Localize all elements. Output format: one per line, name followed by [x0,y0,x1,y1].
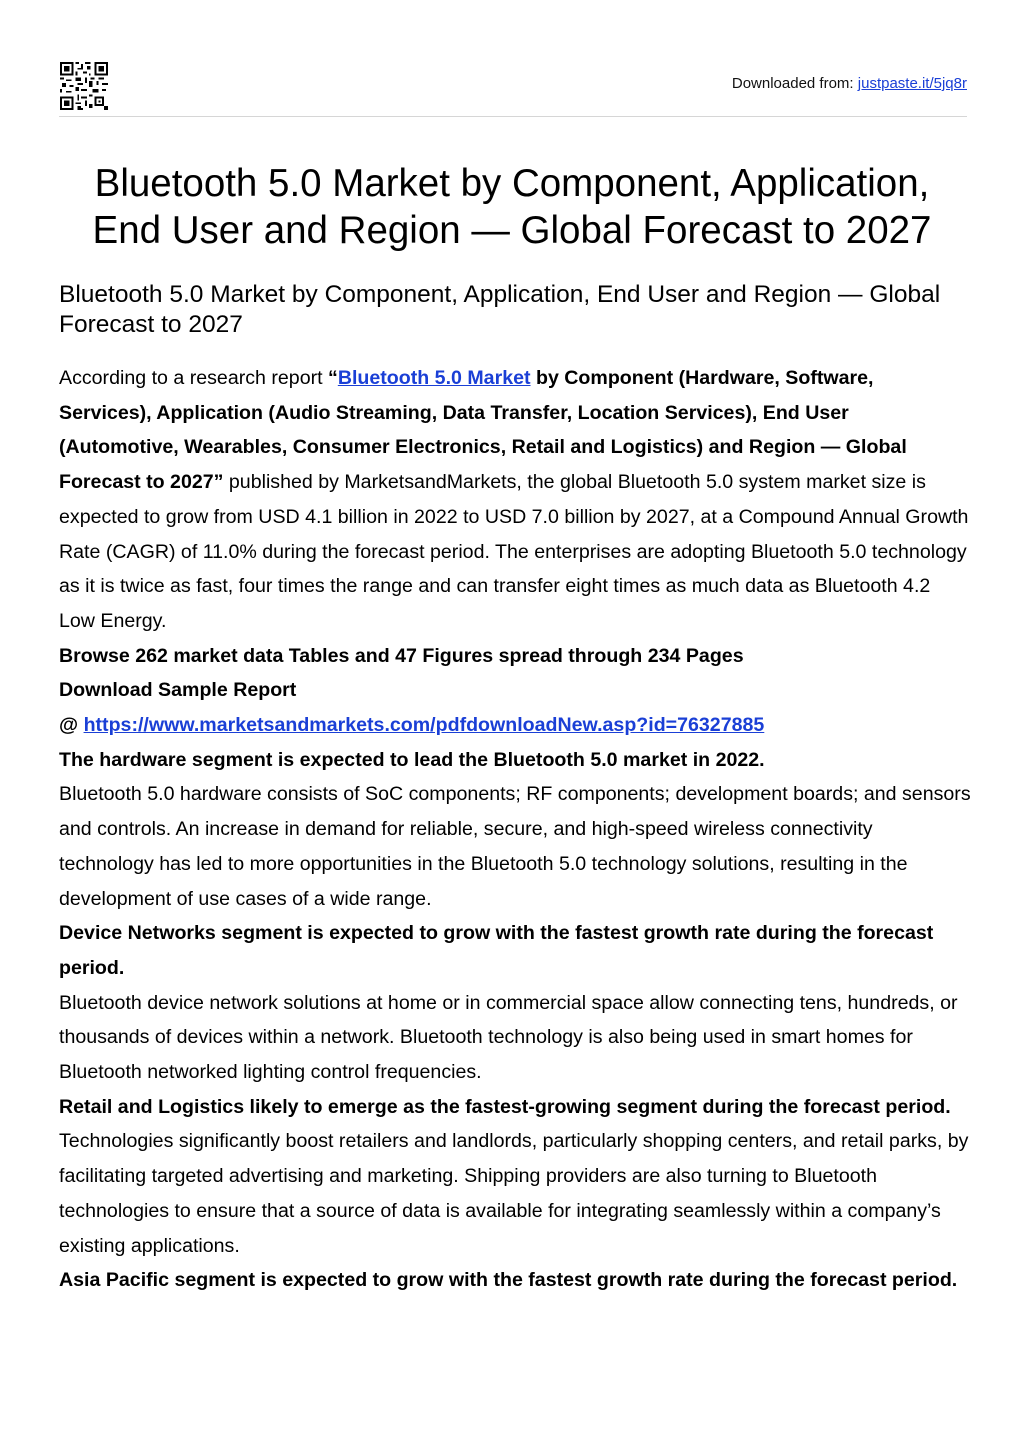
sample-link-line [59,708,971,743]
intro-lead: According to a research report [59,367,329,389]
section-heading-device-networks: Device Networks segment is expected to grow with the fastest growth rate during the forecast period. [59,922,934,979]
source-link[interactable]: justpaste.it/5jq8r [857,75,967,92]
section-body-device-networks: Bluetooth device network solutions at home or in commercial space allow connecting tens, hundreds, or thousands of devices within a network. Bluetooth technology is also being used in smart homes for Bluetooth networked lighting control frequencies. [59,991,958,1084]
browse-line: Browse 262 market data Tables and 47 Figures spread through 234 Pages [59,644,744,667]
section-heading-retail-logistics: Retail and Logistics likely to emerge as the fastest-growing segment during the forecast period. [59,1095,951,1118]
article-body [59,361,971,1298]
section-body-hardware: Bluetooth 5.0 hardware consists of SoC components; RF components; development boards; and sensors and controls. An increase in demand for reliable, secure, and high-speed wireless connectivity technology has led to more opportunities in the Bluetooth 5.0 technology solutions, resulting in the development of use cases of a wide range. [59,783,971,910]
market-report-link[interactable]: Bluetooth 5.0 Market [337,367,531,389]
downloaded-from-label: Downloaded from: [731,75,858,92]
intro-paragraph [59,361,971,639]
section-body-retail-logistics: Technologies significantly boost retailers and landlords, particularly shopping centers, and retail parks, by facilitating targeted advertising and marketing. Shipping providers are also turning to Bluetooth technologies to ensure that a source of data is available for integrating seamlessly within a company’s existing applications. [59,1130,969,1257]
section-heading-asia-pacific: Asia Pacific segment is expected to grow with the fastest growth rate during the forecast period. [59,1269,958,1292]
header-divider [59,116,967,117]
page-title: Bluetooth 5.0 Market by Component, Application, End User and Region — Global Forecast to 2027 [92,162,932,252]
quote-open: “ [328,367,338,389]
qr-code [60,62,108,110]
section-heading-hardware: The hardware segment is expected to lead the Bluetooth 5.0 market in 2022. [59,748,765,771]
report-title-rest: by Component (Hardware, Software, Services), Application (Audio Streaming, Data Transfer, Location Services), End User (Automotive, Wearables, Consumer Electronics, Retail and Logistics) and Region — Global Forecast to 2027” [59,367,907,494]
page-subtitle: Bluetooth 5.0 Market by Component, Application, End User and Region — Global Forecast to 2027 [59,281,941,338]
intro-body: published by MarketsandMarkets, the global Bluetooth 5.0 system market size is expected to grow from USD 4.1 billion in 2022 to USD 7.0 billion by 2027, at a Compound Annual Growth Rate (CAGR) of 11.0% during the forecast period. The enterprises are adopting Bluetooth 5.0 technology as it is twice as fast, four times the range and can transfer eight times as much data as Bluetooth 4.2 Low Energy. [59,471,969,632]
sample-at-sign: @ [59,714,84,737]
sample-label: Download Sample Report [59,679,297,702]
download-source [732,75,967,92]
sample-report-link[interactable]: https://www.marketsandmarkets.com/pdfdownloadNew.asp?id=76327885 [83,714,765,737]
